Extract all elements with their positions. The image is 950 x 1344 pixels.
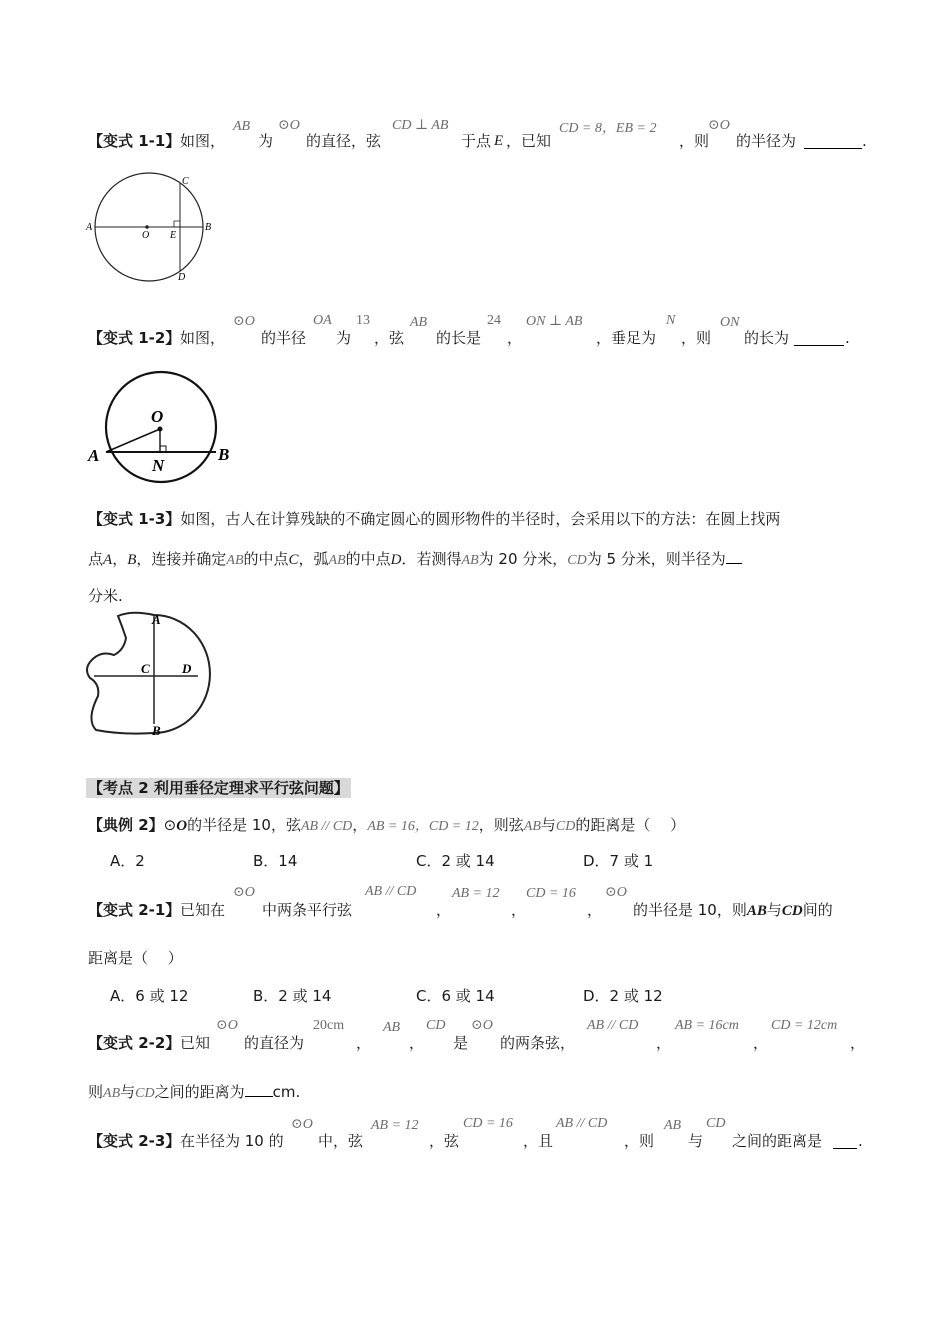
math-13: 13 — [356, 313, 370, 328]
math-ab-parallel-cd: AB // CD — [556, 1116, 608, 1131]
text: 已知 — [180, 1034, 211, 1052]
text: 与 — [766, 901, 782, 919]
text: ， — [656, 1034, 672, 1052]
text: 如图，古人在计算残缺的不确定圆心的圆形物件的半径时，会采用以下的方法：在圆上找两 — [180, 510, 781, 528]
text: 如图， — [180, 132, 226, 150]
text: 则 — [88, 1083, 104, 1101]
point-o: O — [176, 818, 188, 834]
math-circle-o: ⊙O — [216, 1018, 238, 1033]
text: 为 — [336, 329, 352, 347]
math-ab: AB — [523, 819, 541, 834]
label-c: C — [141, 661, 150, 676]
option-c[interactable]: C．2 或 14 — [416, 852, 495, 870]
text: 的半径为 — [736, 132, 797, 150]
math-cd: CD — [555, 819, 576, 834]
variant-tag: 【变式 1-3】 — [88, 510, 181, 528]
option-a[interactable]: A．6 或 12 — [110, 987, 189, 1005]
point-b: B — [127, 552, 137, 568]
text: ，则 — [624, 1132, 655, 1150]
math-ab: AB — [226, 553, 244, 568]
text: 的两条弦， — [500, 1034, 576, 1052]
math-ab: AB — [664, 1118, 682, 1133]
text: 的长为 — [744, 329, 790, 347]
text: ， — [507, 329, 523, 347]
text: ，则 — [679, 132, 710, 150]
point-a: A — [103, 552, 113, 568]
math-cd: CD — [426, 1018, 446, 1033]
text: 在半径为 10 的 — [180, 1132, 284, 1150]
answer-blank — [726, 548, 742, 564]
math-ab-parallel-cd: AB // CD — [365, 884, 417, 899]
math-circle-o: ⊙O — [233, 314, 255, 329]
text: ， — [436, 901, 452, 919]
text: 的长是 — [436, 329, 482, 347]
math-circle-o: ⊙O — [471, 1018, 493, 1033]
math-on-perp-ab: ON ⊥ AB — [526, 314, 583, 329]
line-2 — [88, 548, 742, 571]
text: ， — [409, 1034, 425, 1052]
text: ⊙ — [163, 816, 177, 834]
text: ，则 — [681, 329, 712, 347]
text: . — [858, 1132, 863, 1150]
text: ， — [753, 1034, 769, 1052]
math-cd-perp-ab: CD ⊥ AB — [392, 118, 449, 133]
question-line — [88, 815, 685, 837]
center-point — [158, 427, 163, 432]
label-a: A — [88, 446, 100, 465]
label-e: E — [170, 230, 177, 241]
math-ab: AB — [410, 315, 428, 330]
section-heading: 【考点 2 利用垂径定理求平行弦问题】 — [88, 779, 349, 797]
variant-tag: 【变式 2-2】 — [88, 1034, 181, 1052]
math-n: N — [666, 313, 676, 328]
label-o: O — [151, 407, 164, 426]
text: ．若测得 — [401, 550, 462, 568]
line-2 — [88, 1081, 300, 1104]
math-ab: AB — [233, 119, 251, 134]
answer-blank — [833, 1133, 857, 1149]
text: 的中点 — [345, 550, 391, 568]
text: 是 — [453, 1034, 469, 1052]
text: 的半径是 10，弦 — [187, 816, 301, 834]
math-circle-o: ⊙O — [233, 885, 255, 900]
text: 如图， — [180, 329, 226, 347]
text: 为 20 分米， — [478, 550, 568, 568]
text: 中，弦 — [318, 1132, 364, 1150]
math-cd: CD — [135, 1086, 155, 1101]
figure-1-3 — [82, 610, 212, 740]
label-d: D — [178, 272, 186, 283]
math-given: AB = 16，CD = 12 — [367, 819, 479, 834]
right-angle-mark — [174, 221, 180, 227]
text: ， — [511, 901, 527, 919]
text: 与 — [688, 1132, 704, 1150]
math-ab: AB — [383, 1020, 401, 1035]
text: ， — [352, 816, 368, 834]
text: . — [862, 132, 867, 150]
text: . — [845, 329, 850, 347]
text: 之间的距离为 — [154, 1083, 245, 1101]
option-d[interactable]: D．2 或 12 — [583, 987, 663, 1005]
text: 已知在 — [180, 901, 226, 919]
math-ab-parallel-cd: AB // CD — [587, 1018, 639, 1033]
math-given: CD = 8，EB = 2 — [559, 121, 657, 136]
math-cd-12cm: CD = 12cm — [771, 1018, 838, 1033]
math-ab: AB — [328, 553, 346, 568]
math-ab: AB — [103, 1086, 121, 1101]
text: 点 — [88, 550, 104, 568]
text: 的直径为 — [244, 1034, 305, 1052]
text: 间的 — [802, 901, 833, 919]
label-o: O — [142, 230, 150, 241]
example-tag: 【典例 2】 — [88, 816, 164, 834]
label-b: B — [205, 222, 212, 233]
text: 的半径是 10，则 — [633, 901, 747, 919]
text: ，已知 — [506, 132, 552, 150]
point-e: E — [494, 133, 504, 149]
text: ，且 — [523, 1132, 554, 1150]
math-ab-16cm: AB = 16cm — [675, 1018, 739, 1033]
variant-tag: 【变式 2-3】 — [88, 1132, 181, 1150]
option-b[interactable]: B．2 或 14 — [253, 987, 332, 1005]
label-n: N — [152, 456, 165, 475]
text: 为 — [258, 132, 274, 150]
math-on: ON — [720, 315, 740, 330]
text: ， — [850, 1034, 866, 1052]
text: ， — [112, 550, 128, 568]
label-b: B — [218, 445, 230, 464]
text: 的半径 — [261, 329, 307, 347]
line-3: 分米. — [88, 587, 123, 605]
math-cd: CD — [706, 1116, 726, 1131]
text: ，弦 — [374, 329, 405, 347]
text: ，弦 — [429, 1132, 460, 1150]
text: 为 5 分米，则半径为 — [586, 550, 726, 568]
text: ，弧 — [298, 550, 329, 568]
text: ，连接并确定 — [136, 550, 227, 568]
math-cd: CD — [567, 553, 587, 568]
label-a: A — [86, 222, 93, 233]
figure-1-2 — [84, 370, 244, 496]
option-a[interactable]: A．2 — [110, 852, 145, 870]
text: ， — [587, 901, 603, 919]
label-a: A — [152, 612, 161, 627]
text: 与 — [540, 816, 556, 834]
line-1 — [88, 509, 780, 529]
math-20cm: 20cm — [313, 1018, 345, 1033]
text: 于点 — [461, 132, 492, 150]
math-ab-12: AB = 12 — [371, 1118, 419, 1133]
variant-tag: 【变式 2-1】 — [88, 901, 181, 919]
answer-blank — [804, 133, 862, 149]
math-circle-o: ⊙O — [708, 118, 730, 133]
label-d: D — [182, 661, 192, 676]
math-ab-parallel-cd: AB // CD — [300, 819, 353, 834]
text-tail — [633, 900, 833, 921]
option-d[interactable]: D．7 或 1 — [583, 852, 654, 870]
point-d: D — [390, 552, 402, 568]
text: 的中点 — [243, 550, 289, 568]
text: ，则弦 — [478, 816, 524, 834]
text: ，垂足为 — [596, 329, 657, 347]
label-b: B — [152, 723, 161, 738]
variant-tag: 【变式 1-1】 — [88, 132, 181, 150]
label-ab: AB — [746, 903, 767, 919]
math-circle-o: ⊙O — [291, 1117, 313, 1132]
answer-blank — [794, 330, 844, 346]
label-c: C — [182, 176, 189, 187]
math-ab-12: AB = 12 — [452, 886, 500, 901]
math-cd-16: CD = 16 — [463, 1116, 513, 1131]
text: 距离是（ ） — [88, 949, 183, 967]
point-c: C — [288, 552, 299, 568]
math-cd-16: CD = 16 — [526, 886, 576, 901]
text: 的距离是（ ） — [575, 816, 686, 834]
answer-blank — [245, 1081, 273, 1097]
label-cd: CD — [781, 903, 803, 919]
figure-1-1 — [84, 170, 224, 288]
text: 之间的距离是 — [732, 1132, 823, 1150]
text: 与 — [120, 1083, 136, 1101]
math-24: 24 — [487, 313, 501, 328]
math-ab: AB — [461, 553, 479, 568]
math-oa: OA — [313, 313, 332, 328]
text: 中两条平行弦 — [262, 901, 353, 919]
center-point — [145, 225, 149, 229]
text: ， — [356, 1034, 372, 1052]
option-b[interactable]: B．14 — [253, 852, 298, 870]
text: 的直径，弦 — [306, 132, 382, 150]
math-circle-o: ⊙O — [278, 118, 300, 133]
variant-tag: 【变式 1-2】 — [88, 329, 181, 347]
option-c[interactable]: C．6 或 14 — [416, 987, 495, 1005]
radius-oa — [106, 429, 160, 452]
math-circle-o: ⊙O — [605, 885, 627, 900]
text: cm. — [272, 1083, 301, 1101]
